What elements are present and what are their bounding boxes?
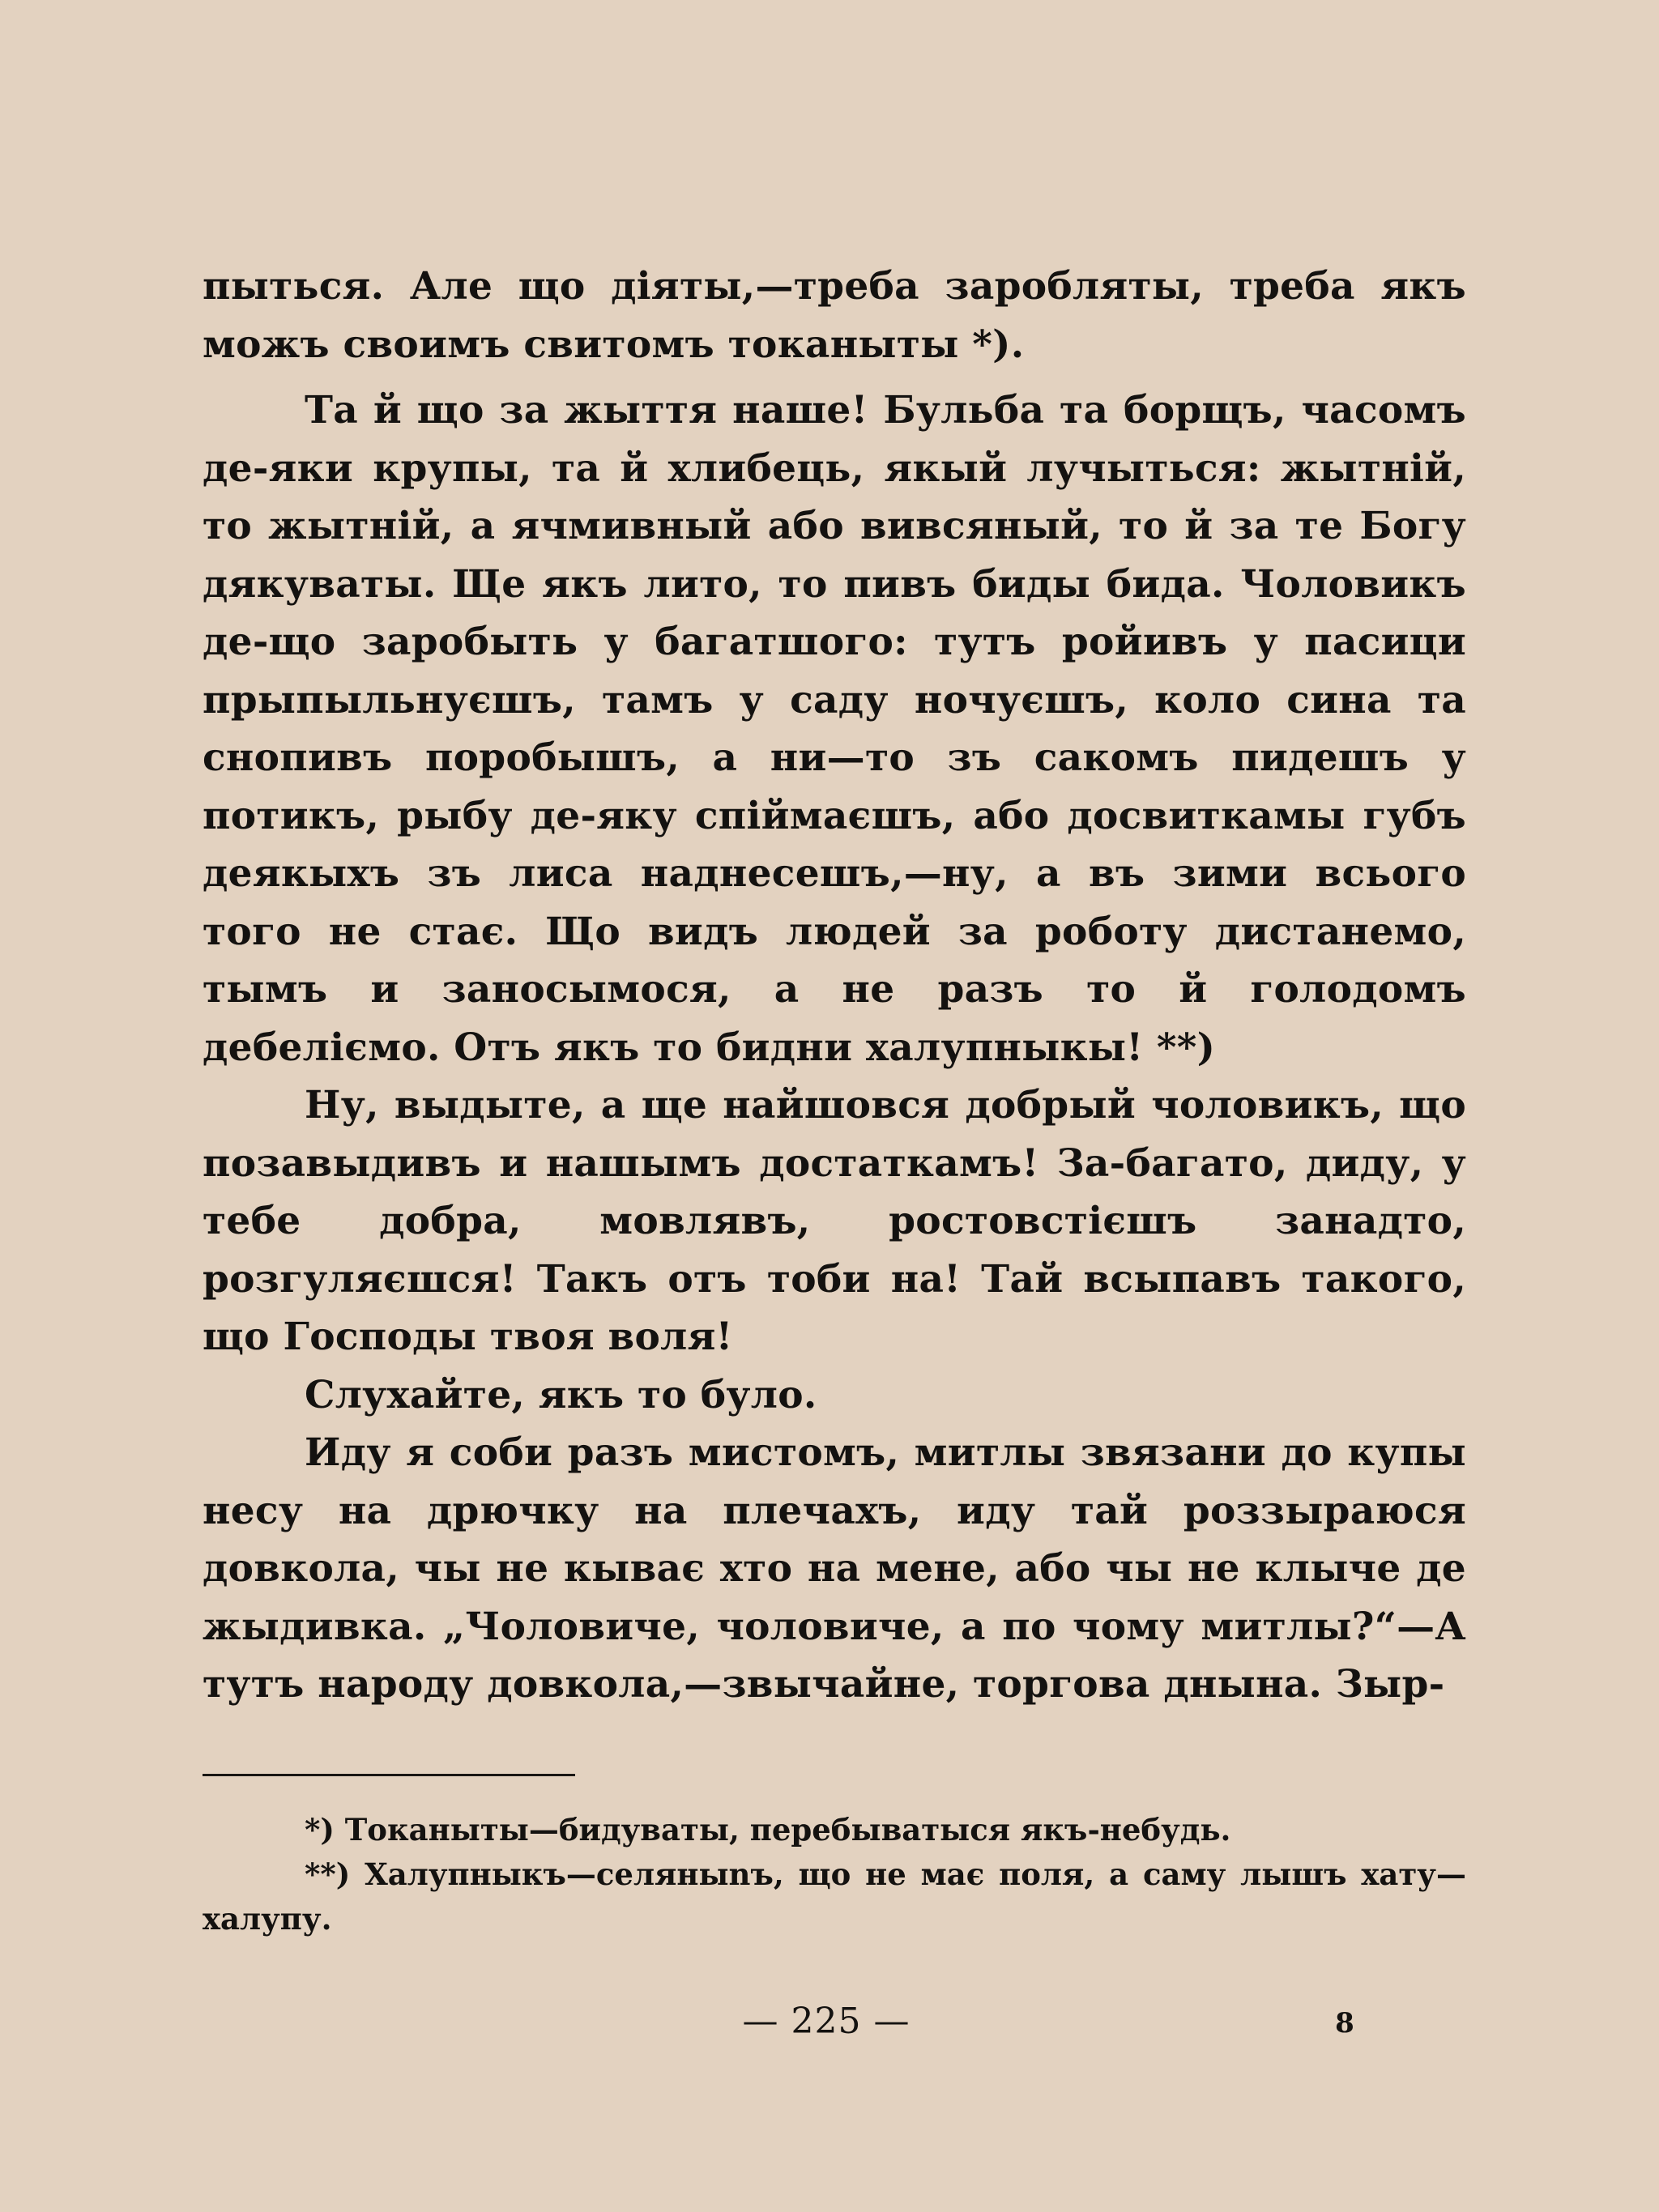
- paragraph-2: Та й що за жыття наше! Бульба та борщъ, часомъ де-яки крупы, та й хлибець, якый лучыться: жытній, то жытній, а ячмивный або вивсяный, то й за те Богу дякуваты. Ще якъ лито, то пивъ биды бида. Чоловикъ де-що заробыть у багатшого: тутъ ройивъ у пасици прыпыльнуєшъ, тамъ у саду ночуєшъ, коло сина та снопивъ поробышъ, а ни—то зъ сакомъ пидешъ у потикъ, рыбу де-яку спіймаєшъ, або досвиткамы губъ деякыхъ зъ лиса наднесешъ,—ну, а въ зими всього того не стає. Що видъ людей за роботу дистанемо, тымъ и заносымося, а не разъ то й голодомъ дебеліємо. Отъ якъ то бидни халупныкы! **): [203, 388, 1466, 1070]
- page-number: — 225 —: [742, 2001, 911, 2042]
- footnote-1: *) Токаныты—бидуваты, перебыватыся якъ-небудь.: [305, 1812, 1231, 1848]
- footnote-2: **) Халупныкъ—селяныnъ, що не має поля, а саму лышъ хату—халупу.: [203, 1856, 1466, 1937]
- paragraph-5: Иду я соби разъ мистомъ, митлы звязани до купы несу на дрючку на плечахъ, иду тай роззыраюся довкола, чы не кыває хто на мене, або чы не клыче де жыдивка. „Чоловиче, чоловиче, а по чому митлы?“—А тутъ народу довкола,—звычайне, торгова днына. Зыр-: [203, 1430, 1466, 1707]
- footnotes: [203, 1808, 1466, 1941]
- paragraph-1: пыться. Але що діяты,—треба заробляты, треба якъ можъ своимъ свитомъ токаныты *).: [203, 264, 1466, 367]
- footnote-divider: [203, 1774, 575, 1776]
- main-text: [203, 258, 1466, 1714]
- signature-mark: 8: [1335, 2007, 1354, 2039]
- paragraph-4: Слухайте, якъ то було.: [305, 1372, 817, 1417]
- paragraph-3: Ну, выдыте, а ще найшовся добрый чоловикъ, що позавыдивъ и нашымъ достаткамъ! За-багато, диду, у тебе добра, мовлявъ, ростовстієшъ занадто, розгуляєшся! Такъ отъ тоби на! Тай всыпавъ такого, що Господы твоя воля!: [203, 1083, 1466, 1359]
